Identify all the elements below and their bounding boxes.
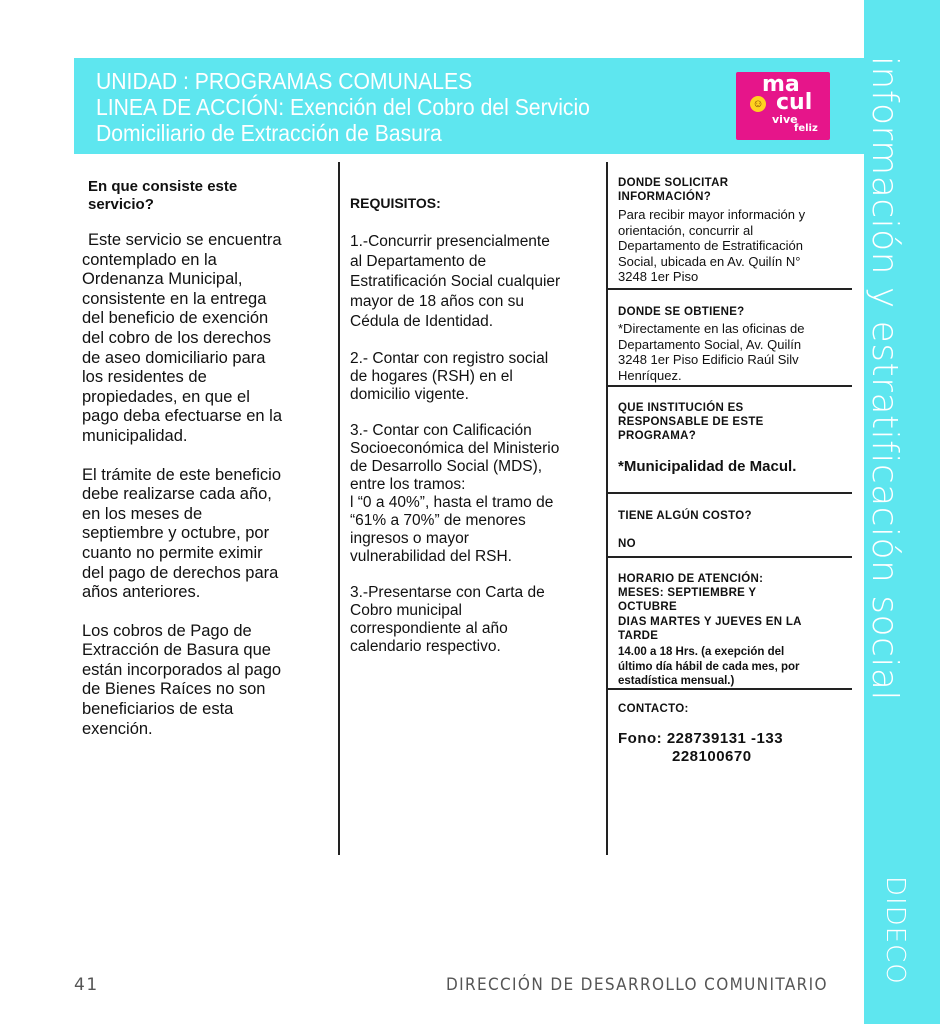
description-paragraph: El trámite de este beneficio debe realizarse cada año, en los meses de septiembre y octubre, por cuanto no permite eximir del pago de derechos para años anteriores. (82, 465, 282, 602)
logo-word-vive: vive (772, 113, 798, 126)
institution-label: QUE INSTITUCIÓN ES RESPONSABLE DE ESTE PROGRAMA? (618, 402, 764, 442)
footer-department: DIRECCIÓN DE DESARROLLO COMUNITARIO (446, 975, 828, 995)
unit-title: UNIDAD : PROGRAMAS COMUNALES (96, 68, 473, 94)
contact-label: CONTACTO: (618, 703, 689, 715)
schedule-months: MESES: SEPTIEMBRE Y OCTUBRE (618, 587, 757, 613)
info-divider (606, 288, 852, 290)
contact-phone: Fono: 228739131 -133 (618, 730, 784, 747)
where-info-label: DONDE SOLICITAR INFORMACIÓN? (618, 177, 729, 203)
info-divider (606, 688, 852, 690)
department-label-vertical: DIDECO (880, 876, 910, 985)
contact-phone-2: 228100670 (672, 748, 752, 765)
description-heading: En que consiste este servicio? (88, 178, 238, 213)
requirement-item: 3.-Presentarse con Carta de Cobro municipal correspondiente al año calendario respectivo. (350, 584, 545, 655)
cost-value: NO (618, 538, 636, 550)
where-info-text: Para recibir mayor información y orientación, concurrir al Departamento de Estratificación Social, ubicada en Av. Quilín N° 3248 1er Piso (618, 207, 806, 284)
logo-word-cul: cul (776, 90, 813, 115)
section-title-vertical: información y estratificación social (864, 56, 905, 701)
logo-word-ma: ma (762, 72, 800, 97)
column-info (618, 176, 852, 285)
cost-label: TIENE ALGÚN COSTO? (618, 510, 752, 522)
cost-section (618, 509, 852, 551)
institution-value: *Municipalidad de Macul. (618, 458, 797, 475)
requirement-item: 2.- Contar con registro social de hogares (RSH) en el domicilio vigente. (350, 350, 549, 403)
column-requirements (350, 195, 602, 656)
where-get-label: DONDE SE OBTIENE? (618, 306, 745, 318)
description-paragraph: Este servicio se encuentra contemplado en la Ordenanza Municipal, consistente en la entrega del beneficio de exención del cobro de los derechos de aseo domiciliario para los residentes de propiedades, en que el pago deba efectuarse en la municipalidad. (82, 231, 282, 445)
where-get-section (618, 305, 852, 383)
where-get-text: *Directamente en las oficinas de Departamento Social, Av. Quilín 3248 1er Piso Edificio Raúl Silv Henríquez. (618, 321, 805, 383)
column-description (82, 178, 334, 739)
info-divider (606, 556, 852, 558)
schedule-hours: 14.00 a 18 Hrs. (a exepción del último día hábil de cada mes, por estadística mensual.) (618, 646, 800, 687)
requirement-item: 3.- Contar con Calificación Socioeconómica del Ministerio de Desarrollo Social (MDS), entre los tramos: l “0 a 40%”, hasta el tramo de “61% a 70%” de menores ingresos o mayor vulnerabilidad del RSH. (350, 422, 560, 565)
schedule-section (618, 572, 852, 689)
page-number: 41 (74, 975, 99, 995)
column-divider-2 (606, 162, 608, 855)
logo-word-feliz: feliz (794, 123, 818, 134)
contact-section (618, 702, 852, 766)
schedule-days: DIAS MARTES Y JUEVES EN LA TARDE (618, 616, 802, 642)
column-divider-1 (338, 162, 340, 855)
description-paragraph: Los cobros de Pago de Extracción de Basura que están incorporados al pago de Bienes Raíces no son beneficiarios de esta exención. (82, 621, 282, 738)
institution-section (618, 401, 852, 476)
info-divider (606, 385, 852, 387)
line-of-action-cont: Domiciliario de Extracción de Basura (96, 120, 442, 146)
requirements-heading: REQUISITOS: (350, 195, 441, 211)
macul-logo (736, 72, 830, 140)
requirement-item: 1.-Concurrir presencialmente al Departamento de Estratificación Social cualquier mayor de 18 años con su Cédula de Identidad. (350, 233, 561, 330)
info-divider (606, 492, 852, 494)
smiley-icon: ☺ (750, 96, 766, 112)
line-of-action: LINEA DE ACCIÓN: Exención del Cobro del Servicio (96, 94, 590, 120)
schedule-label: HORARIO DE ATENCIÓN: (618, 573, 764, 585)
